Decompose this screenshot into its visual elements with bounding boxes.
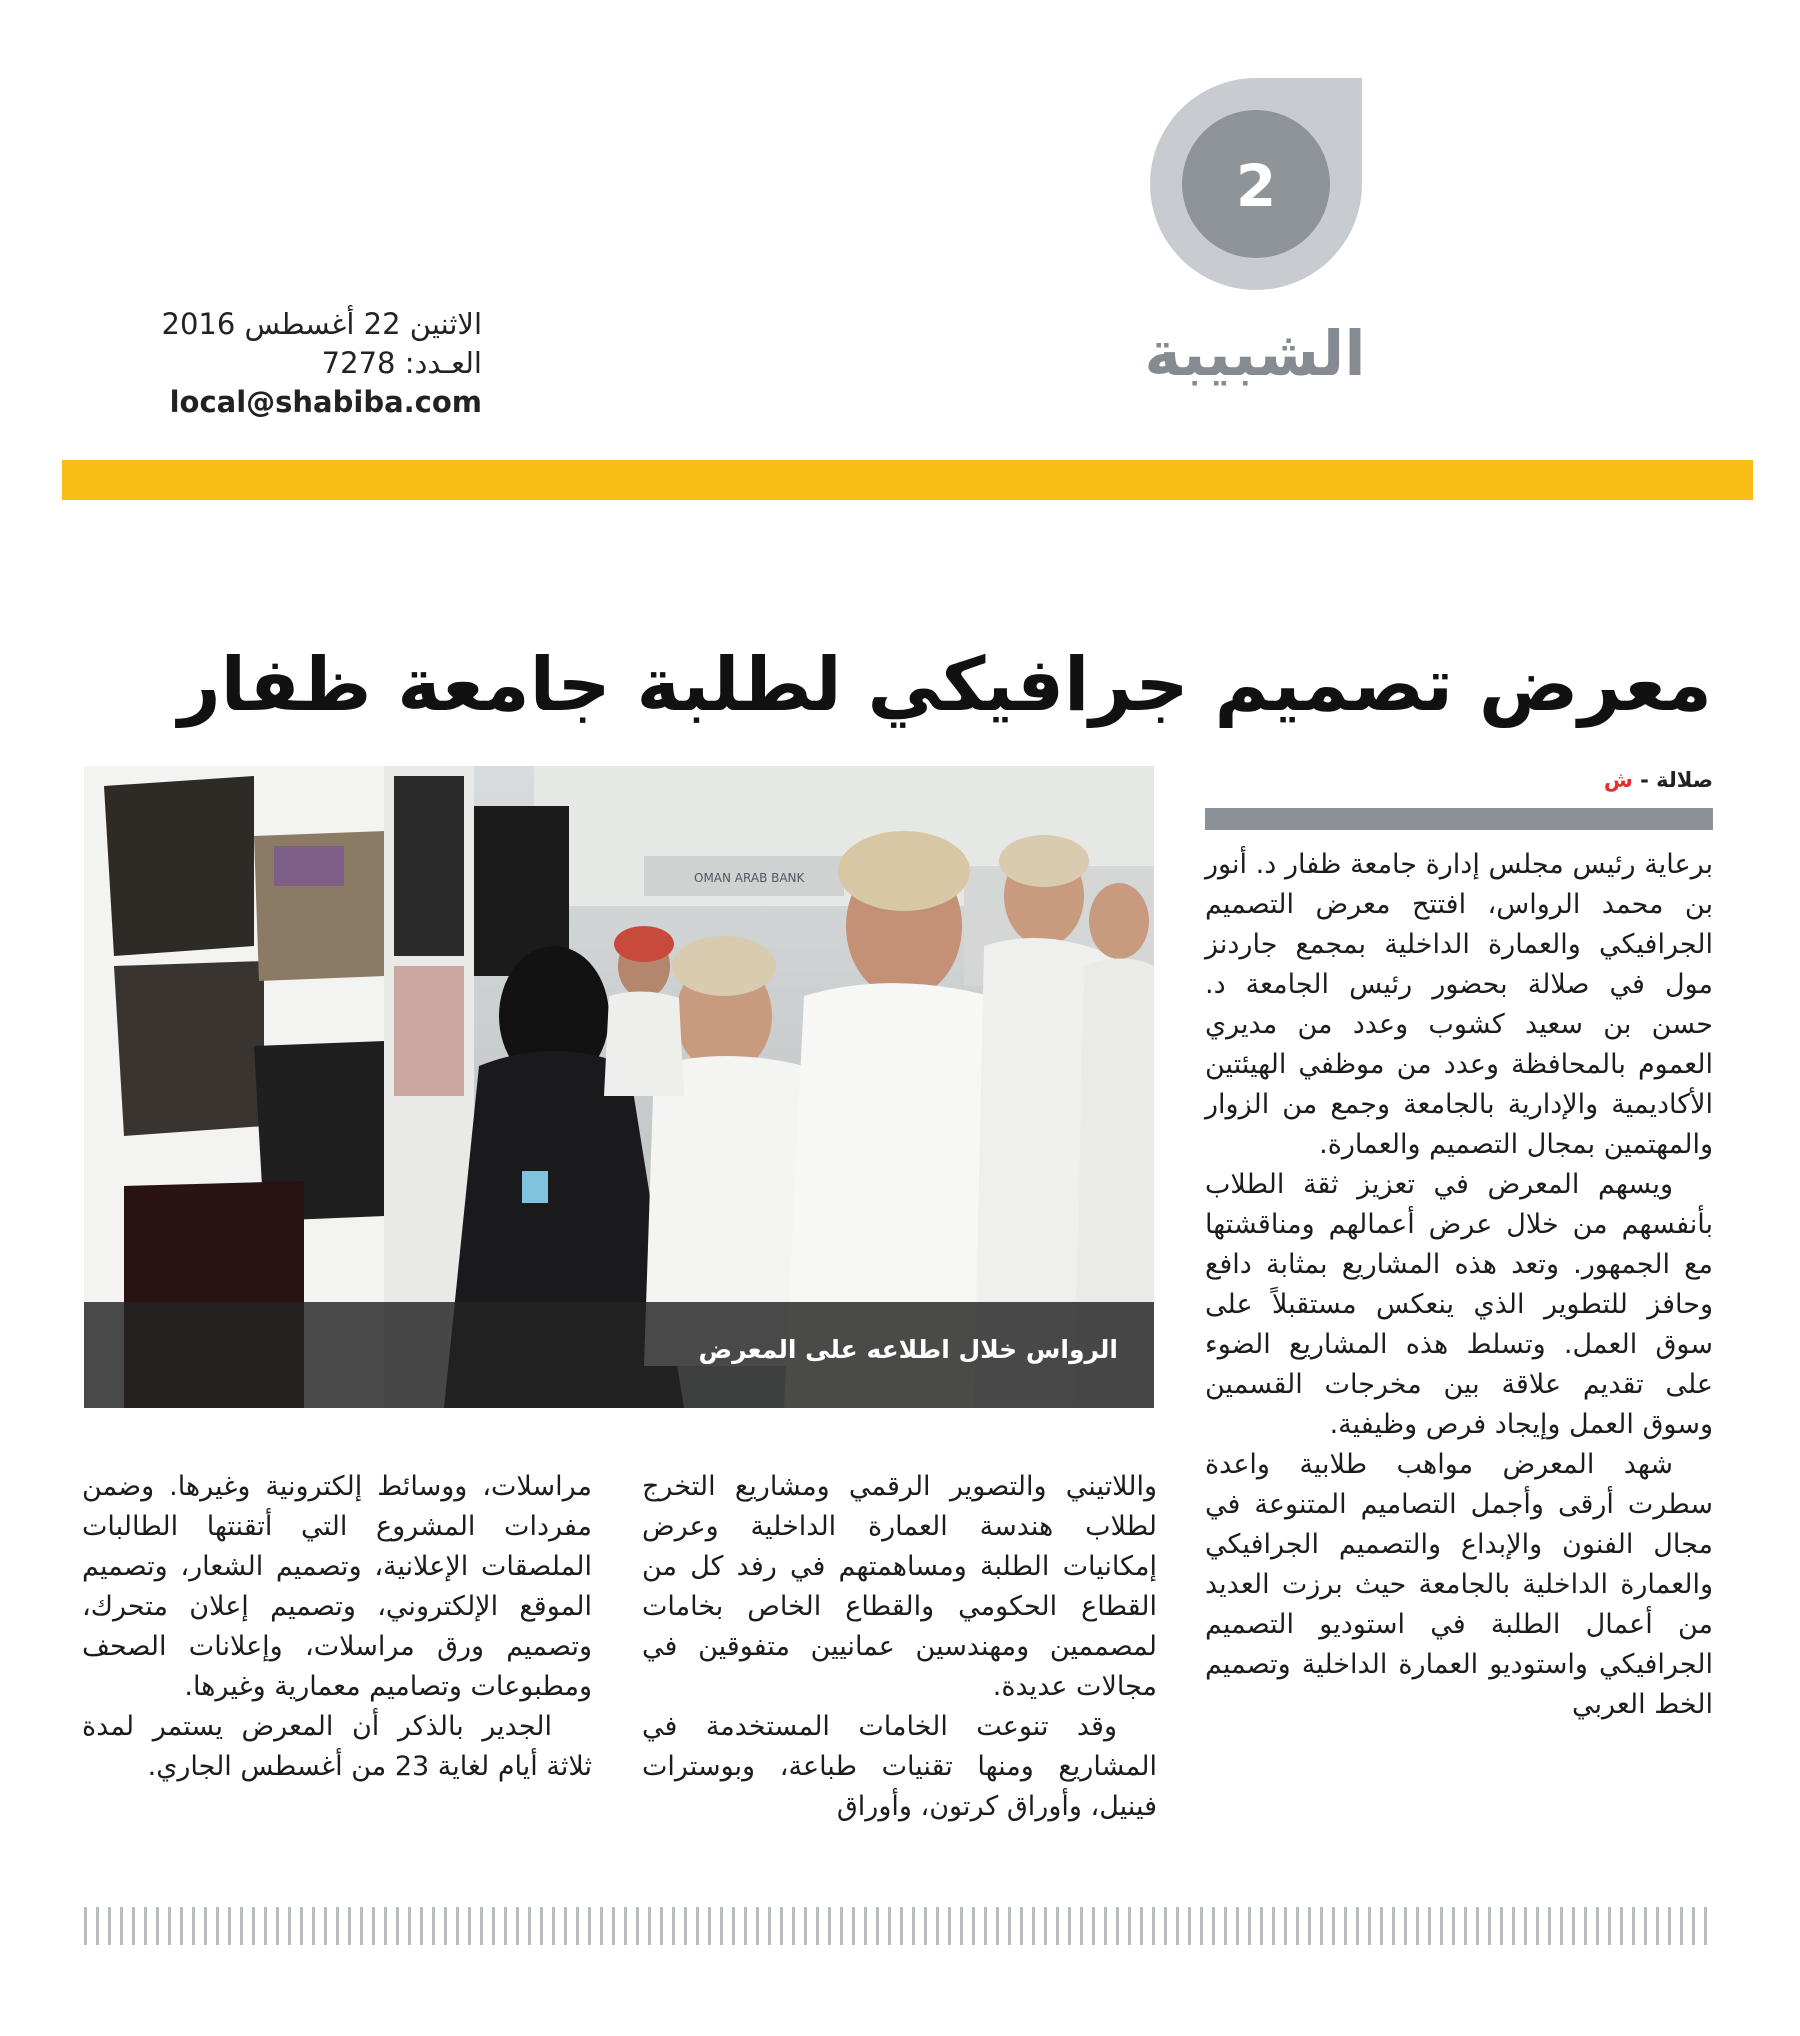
drop-badge-icon [1150, 78, 1362, 290]
article-paragraph: الجدير بالذكر أن المعرض يستمر لمدة ثلاثة أيام لغاية 23 من أغسطس الجاري. [82, 1711, 592, 1782]
dateline-bar [1205, 808, 1713, 830]
logo-text: الشبيبة [1144, 317, 1366, 390]
dateline-place: صلالة - [1640, 768, 1713, 792]
caption-bar [84, 1302, 1154, 1408]
photo-caption: الرواس خلال اطلاعه على المعرض [698, 1335, 1118, 1364]
article-column-right [1205, 845, 1713, 1845]
page-number: 2 [1235, 152, 1277, 220]
article-paragraph: شهد المعرض مواهب طلابية واعدة سطرت أرقى وأجمل التصاميم المتنوعة في مجال الفنون والإبداع والتصميم الجرافيكي والعمارة الداخلية بالجامعة حيث برزت العديد من أعمال الطلبة في استوديو التصميم الجرافيكي واستوديو العمارة الداخلية وتصميم الخط العربي [1205, 1449, 1713, 1720]
article-photo [84, 766, 1154, 1408]
issue-number: العـدد: 7278 [321, 346, 482, 380]
footer-tick-rule [84, 1907, 1716, 1945]
article-headline: معرض تصميم جرافيكي لطلبة جامعة ظفار [178, 642, 1712, 728]
article-paragraph: واللاتيني والتصوير الرقمي ومشاريع التخرج لطلاب هندسة العمارة الداخلية وعرض إمكانيات الطلبة ومساهمتهم في رفد كل من القطاع الحكومي والقطاع الخاص بخامات لمصممين ومهندسين عمانيين متفوقين في مجالات عديدة. [642, 1471, 1157, 1702]
article-paragraph: وقد تنوعت الخامات المستخدمة في المشاريع ومنها تقنيات طباعة، وبوسترات فينيل، وأوراق كرتون، وأوراق [642, 1711, 1157, 1822]
article-column-left [82, 1467, 592, 1847]
article-paragraph: برعاية رئيس مجلس إدارة جامعة ظفار د. أنور بن محمد الرواس، افتتح معرض التصميم الجرافيكي والعمارة الداخلية بمجمع جاردنز مول في صلالة بحضور رئيس الجامعة د. حسن بن سعيد كشوب وعدد من مديري العموم بالمحافظة وعدد من موظفي الهيئتين الأكاديمية والإدارية بالجامعة وجمع من الزوار والمهتمين بمجال التصميم والعمارة. [1205, 849, 1713, 1160]
newspaper-logo [1140, 314, 1370, 394]
bank-sign: OMAN ARAB BANK [694, 871, 805, 885]
article-paragraph: ويسهم المعرض في تعزيز ثقة الطلاب بأنفسهم من خلال عرض أعمالهم ومناقشتها مع الجمهور. وتعد هذه المشاريع بمثابة دافع وحافز للتطوير الذي ينعكس مستقبلاً على سوق العمل. وتسلط هذه المشاريع الضوء على تقديم علاقة بين مخرجات القسمين وسوق العمل وإيجاد فرص وظيفية. [1205, 1169, 1713, 1440]
section-divider [62, 460, 1753, 500]
dateline-mark: ش [1603, 768, 1633, 792]
article-column-middle [642, 1467, 1157, 1847]
article-paragraph: مراسلات، ووسائط إلكترونية وغيرها. وضمن مفردات المشروع التي أتقنتها الطالبات الملصقات الإعلانية، وتصميم الشعار، وتصميم الموقع الإلكتروني، وتصميم إعلان متحرك، وتصميم ورق مراسلات، وإعلانات الصحف ومطبوعات وتصاميم معمارية وغيرها. [82, 1471, 592, 1702]
page-number-badge [1150, 78, 1362, 290]
contact-email[interactable]: local@shabiba.com [169, 385, 482, 419]
issue-info [62, 305, 482, 422]
dateline [1205, 764, 1713, 796]
issue-date: الاثنين 22 أغسطس 2016 [161, 307, 482, 341]
